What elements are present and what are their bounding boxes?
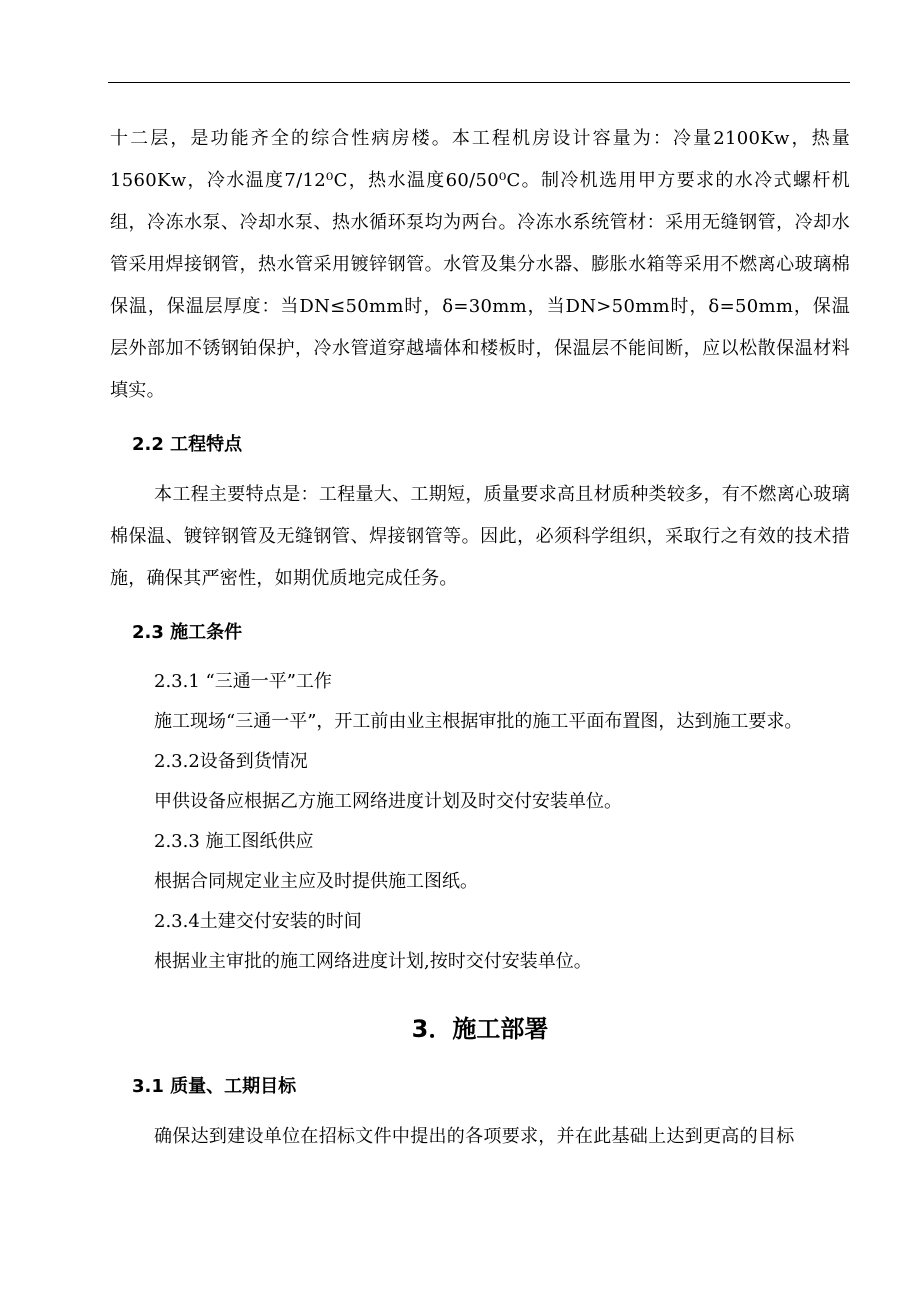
- subsection-2-3-1-title: 2.3.1 “三通一平”工作: [154, 671, 332, 692]
- section-3-1-heading: 3.1 质量、工期目标: [132, 1076, 297, 1097]
- subsection-2-3-1-body: 施工现场“三通一平”，开工前由业主根据审批的施工平面布置图，达到施工要求。: [154, 711, 803, 732]
- subsection-2-3-2-body: 甲供设备应根据乙方施工网络进度计划及时交付安装单位。: [154, 791, 622, 812]
- document-body: [110, 118, 850, 1158]
- subsection-2-3-2-title: 2.3.2设备到货情况: [154, 751, 308, 772]
- chapter-3-heading: 3．施工部署: [411, 1015, 549, 1043]
- section-2-3-heading: 2.3 施工条件: [132, 622, 243, 643]
- subsection-2-3-4-title: 2.3.4土建交付安装的时间: [154, 911, 362, 932]
- section-3-1-body: 确保达到建设单位在招标文件中提出的各项要求，并在此基础上达到更高的目标: [154, 1126, 795, 1147]
- header-rule: [108, 82, 850, 83]
- subsection-2-3-4-body: 根据业主审批的施工网络进度计划,按时交付安装单位。: [154, 951, 592, 972]
- intro-paragraph: 十二层，是功能齐全的综合性病房楼。本工程机房设计容量为：冷量2100Kw，热量1560Kw，冷水温度7/12⁰C，热水温度60/50⁰C。制冷机选用甲方要求的水冷式螺杆机组，冷冻水泵、冷却水泵、热水循环泵均为两台。冷冻水系统管材：采用无缝钢管，冷却水管采用焊接钢管，热水管采用镀锌钢管。水管及集分水器、膨胀水箱等采用不燃离心玻璃棉保温，保温层厚度：当DN≤50mm时，δ=30mm，当DN>50mm时，δ=50mm，保温层外部加不锈钢铂保护，冷水管道穿越墙体和楼板时，保温层不能间断，应以松散保温材料填实。: [110, 128, 850, 401]
- section-2-2-body: 本工程主要特点是：工程量大、工期短，质量要求高且材质种类较多，有不燃离心玻璃棉保温、镀锌钢管及无缝钢管、焊接钢管等。因此，必须科学组织，采取行之有效的技术措施，确保其严密性，如期优质地完成任务。: [110, 484, 850, 589]
- subsection-2-3-3-title: 2.3.3 施工图纸供应: [154, 831, 314, 852]
- section-2-2-heading: 2.2 工程特点: [132, 434, 243, 455]
- subsection-2-3-3-body: 根据合同规定业主应及时提供施工图纸。: [154, 871, 478, 892]
